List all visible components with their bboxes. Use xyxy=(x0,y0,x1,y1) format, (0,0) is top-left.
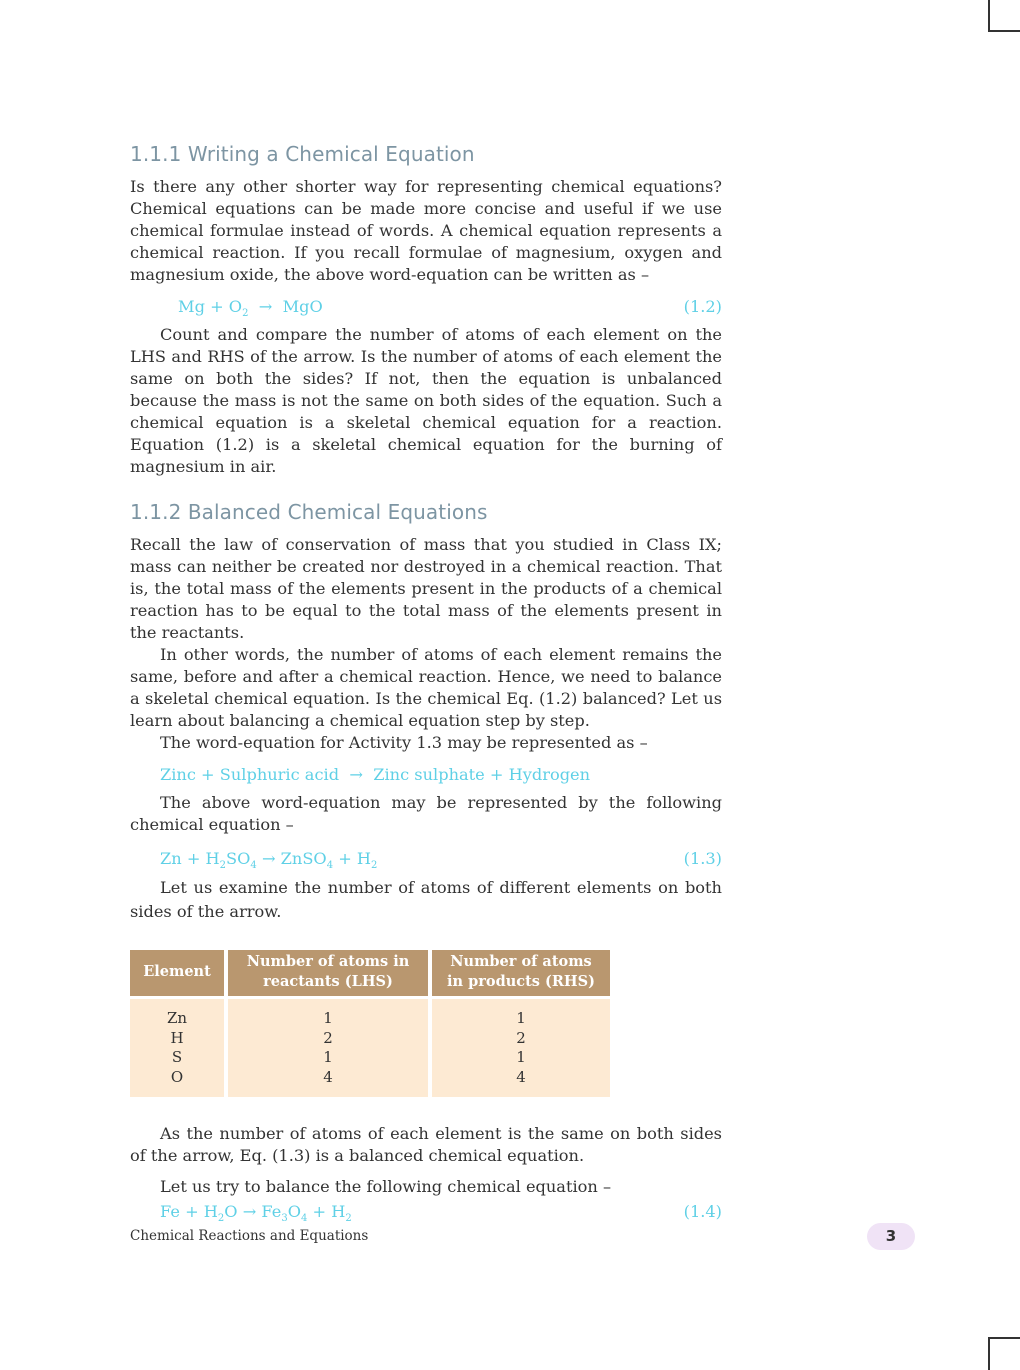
paragraph: The word-equation for Activity 1.3 may be represented as – xyxy=(160,733,648,752)
table-cell: Zn xyxy=(130,999,224,1029)
table-cell: H xyxy=(130,1029,224,1049)
table-cell: 1 xyxy=(432,1048,610,1068)
paragraph: Is there any other shorter way for representing chemical equations? Chemical equations can be made more concise and useful if we use chemical formulae instead of words. A chemical equation represents a chemical reaction. If you recall formulae of magnesium, oxygen and magnesium oxide, the above word-equation can be written as – xyxy=(130,177,722,284)
equation-number: (1.2) xyxy=(683,297,722,316)
equation-formula: $Fe + H_2O \to Fe_3O_4 + H_2$ xyxy=(160,1202,352,1224)
table-row xyxy=(130,999,610,1029)
equation-formula: $Zn + H_2SO_4$ → ZnSO$_4$ + $H_2$ xyxy=(160,849,378,871)
table-cell: 1 xyxy=(228,999,428,1029)
atom-count-table xyxy=(126,950,614,1097)
table-header-lhs: Number of atoms in reactants (LHS) xyxy=(228,950,428,999)
word-equation xyxy=(130,762,722,788)
page-number-badge: 3 xyxy=(867,1223,915,1250)
table-cell: O xyxy=(130,1068,224,1098)
footer-chapter-title: Chemical Reactions and Equations xyxy=(130,1228,369,1244)
table-cell: 4 xyxy=(228,1068,428,1098)
table-cell: 2 xyxy=(432,1029,610,1049)
equation-number: (1.4) xyxy=(683,1202,722,1221)
table-cell: S xyxy=(130,1048,224,1068)
equation-1-4 xyxy=(130,1199,722,1225)
table-cell: 1 xyxy=(432,999,610,1029)
word-equation-text: Zinc + Sulphuric acid → Zinc sulphate + Hydrogen xyxy=(160,765,591,784)
section-heading-1-1-2: 1.1.2 Balanced Chemical Equations xyxy=(130,500,488,524)
crop-mark-bottom xyxy=(988,1337,1020,1370)
table-row xyxy=(130,1068,610,1098)
paragraph: Let us examine the number of atoms of different elements on both sides of the arrow. xyxy=(130,878,722,921)
crop-mark-top xyxy=(988,0,1020,32)
table-header-row xyxy=(130,950,610,999)
paragraph: Let us try to balance the following chemical equation – xyxy=(160,1177,612,1196)
equation-number: (1.3) xyxy=(683,849,722,868)
table-row xyxy=(130,1029,610,1049)
page-content xyxy=(130,140,722,1225)
section-heading-1-1-1: 1.1.1 Writing a Chemical Equation xyxy=(130,142,475,166)
equation-1-3 xyxy=(130,846,722,872)
table-cell: 1 xyxy=(228,1048,428,1068)
table-header-rhs: Number of atoms in products (RHS) xyxy=(432,950,610,999)
equation-1-2 xyxy=(130,294,722,320)
table-header-element: Element xyxy=(130,950,224,999)
equation-formula: $Mg + O_2$ → MgO xyxy=(178,297,323,319)
table-row xyxy=(130,1048,610,1068)
paragraph: As the number of atoms of each element is the same on both sides of the arrow, Eq. (1.3) is a balanced chemical equation. xyxy=(130,1124,722,1165)
paragraph: The above word-equation may be represented by the following chemical equation – xyxy=(130,793,722,834)
paragraph: Count and compare the number of atoms of each element on the LHS and RHS of the arrow. Is the number of atoms of each element the same on both the sides? If not, then the equation is unbalanced because the mass is not the same on both sides of the equation. Such a chemical equation is a skeletal chemical equation for a reaction. Equation (1.2) is a skeletal chemical equation for the burning of magnesium in air. xyxy=(130,325,722,476)
paragraph: In other words, the number of atoms of each element remains the same, before and after a chemical reaction. Hence, we need to balance a skeletal chemical equation. Is the chemical Eq. (1.2) balanced? Let us learn about balancing a chemical equation step by step. xyxy=(130,645,722,730)
table-cell: 2 xyxy=(228,1029,428,1049)
paragraph: Recall the law of conservation of mass that you studied in Class IX; mass can neither be created nor destroyed in a chemical reaction. That is, the total mass of the elements present in the products of a chemical reaction has to be equal to the total mass of the elements present in the reactants. xyxy=(130,535,722,642)
table-cell: 4 xyxy=(432,1068,610,1098)
